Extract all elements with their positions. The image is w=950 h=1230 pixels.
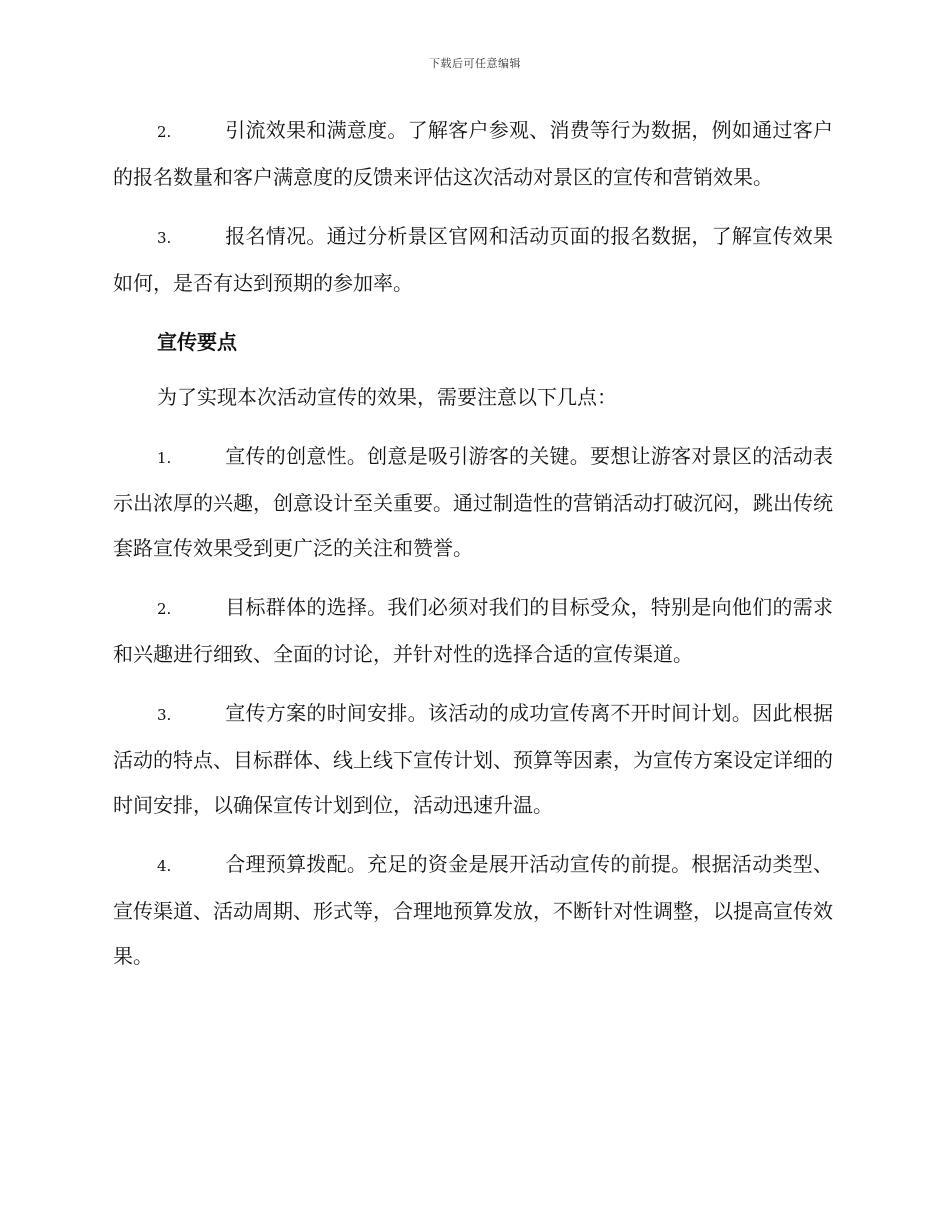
list-text: 宣传的创意性。创意是吸引游客的关键。要想让游客对景区的活动表示出浓厚的兴趣，创意设计至关重要。通过制造性的营销活动打破沉闷，跳出传统套路宣传效果受到更广泛的关注和赞誉。: [113, 444, 833, 560]
list-text: 合理预算拨配。充足的资金是展开活动宣传的前提。根据活动类型、宣传渠道、活动周期、形式等，合理地预算发放，不断针对性调整，以提高宣传效果。: [113, 852, 833, 968]
list-text: 报名情况。通过分析景区官网和活动页面的报名数据，了解宣传效果如何，是否有达到预期的参加率。: [113, 224, 833, 295]
list-item: [113, 691, 833, 828]
list-number: 3.: [157, 229, 172, 247]
header-note: 下载后可任意编辑: [429, 57, 521, 70]
list-text: 目标群体的选择。我们必须对我们的目标受众，特别是向他们的需求和兴趣进行细致、全面的讨论，并针对性的选择合适的宣传渠道。: [113, 595, 833, 666]
list-text: 宣传方案的时间安排。该活动的成功宣传离不开时间计划。因此根据活动的特点、目标群体、线上线下宣传计划、预算等因素，为宣传方案设定详细的时间安排，以确保宣传计划到位，活动迅速升温。: [113, 701, 833, 817]
list-number: 4.: [157, 857, 172, 875]
list-item: [113, 842, 833, 979]
section-intro: 为了实现本次活动宣传的效果，需要注意以下几点：: [157, 385, 617, 409]
list-item: [113, 434, 833, 571]
list-number: 1.: [157, 449, 172, 467]
list-number: 2.: [157, 123, 172, 141]
list-number: 2.: [157, 600, 172, 618]
list-item: [113, 108, 833, 200]
list-item: [113, 585, 833, 677]
list-number: 3.: [157, 706, 172, 724]
document-body: [113, 108, 833, 993]
list-item: [113, 214, 833, 306]
section-heading: 宣传要点: [157, 330, 237, 354]
list-text: 引流效果和满意度。了解客户参观、消费等行为数据，例如通过客户的报名数量和客户满意度的反馈来评估这次活动对景区的宣传和营销效果。: [113, 118, 833, 189]
